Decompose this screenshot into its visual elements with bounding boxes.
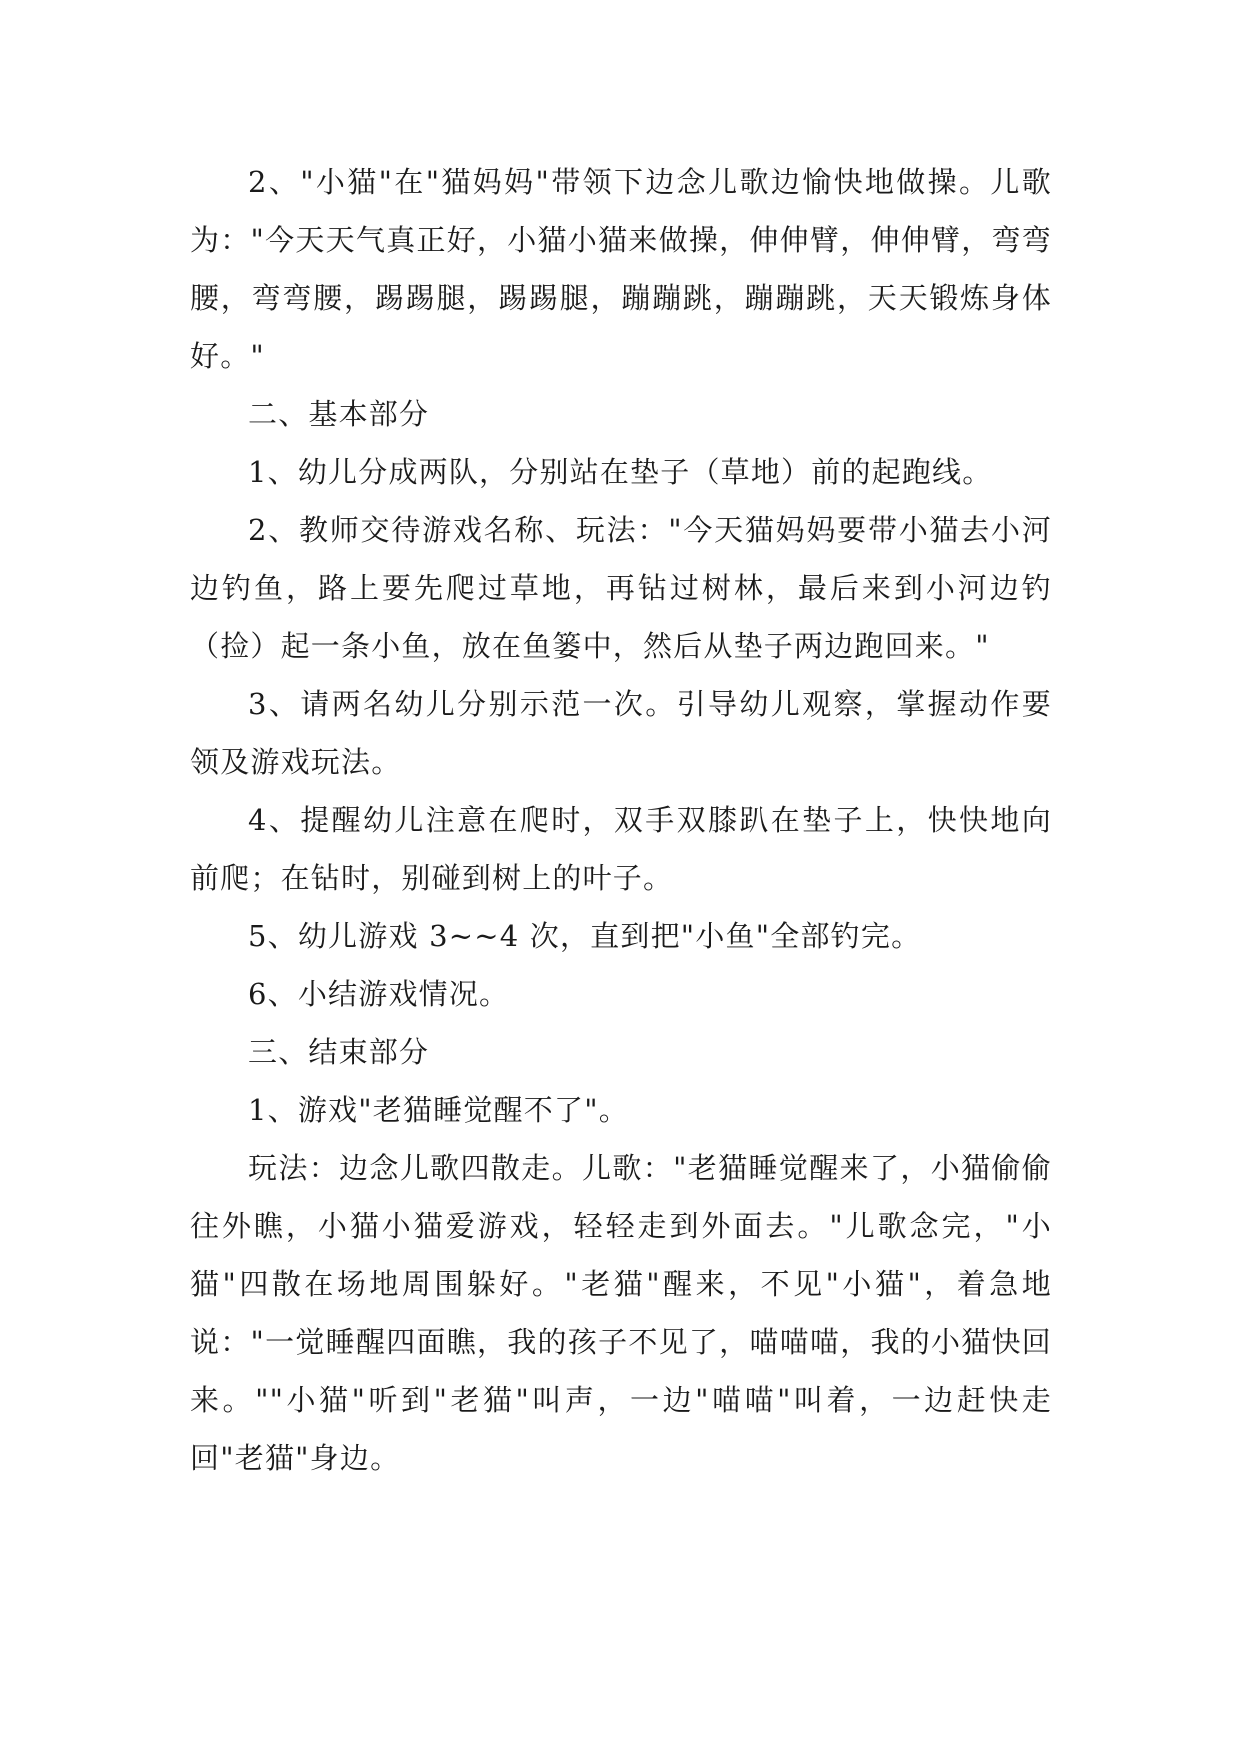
document-body: [190, 153, 1052, 1487]
paragraph-step-6: 6、小结游戏情况。: [248, 977, 510, 1011]
paragraph-step-5: 5、幼儿游戏 3~~4 次，直到把"小鱼"全部钓完。: [248, 919, 922, 953]
paragraph-step-2: 2、教师交待游戏名称、玩法："今天猫妈妈要带小猫去小河边钓鱼，路上要先爬过草地，再钻过树林，最后来到小河边钓（捡）起一条小鱼，放在鱼篓中，然后从垫子两边跑回来。": [190, 513, 1052, 663]
paragraph-step-3: 3、请两名幼儿分别示范一次。引导幼儿观察，掌握动作要领及游戏玩法。: [190, 687, 1052, 779]
paragraph-game-rules: 玩法：边念儿歌四散走。儿歌："老猫睡觉醒来了，小猫偷偷往外瞧，小猫小猫爱游戏，轻轻走到外面去。"儿歌念完，"小猫"四散在场地周围躲好。"老猫"醒来，不见"小猫"，着急地说："一觉睡醒四面瞧，我的孩子不见了，喵喵喵，我的小猫快回来。""小猫"听到"老猫"叫声，一边"喵喵"叫着，一边赶快走回"老猫"身边。: [190, 1151, 1052, 1475]
paragraph-warmup-exercise: 2、"小猫"在"猫妈妈"带领下边念儿歌边愉快地做操。儿歌为："今天天气真正好，小猫小猫来做操，伸伸臂，伸伸臂，弯弯腰，弯弯腰，踢踢腿，踢踢腿，蹦蹦跳，蹦蹦跳，天天锻炼身体好。": [190, 165, 1052, 373]
paragraph-ending-game: 1、游戏"老猫睡觉醒不了"。: [248, 1093, 629, 1127]
paragraph-step-4: 4、提醒幼儿注意在爬时，双手双膝趴在垫子上，快快地向前爬；在钻时，别碰到树上的叶子。: [190, 803, 1052, 895]
section-heading-basic-part: 二、基本部分: [248, 397, 430, 431]
section-heading-ending-part: 三、结束部分: [248, 1035, 430, 1069]
paragraph-step-1: 1、幼儿分成两队，分别站在垫子（草地）前的起跑线。: [248, 455, 993, 489]
